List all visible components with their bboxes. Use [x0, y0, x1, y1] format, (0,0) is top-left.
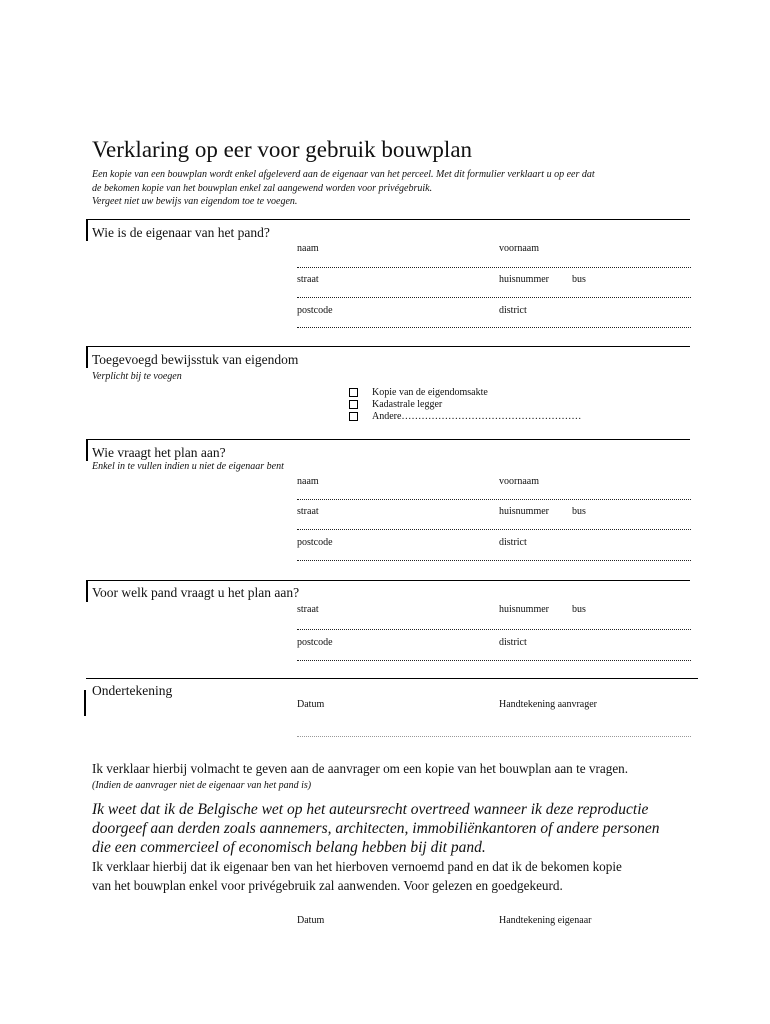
intro-line-2: de bekomen kopie van het bouwplan enkel zal aangewend worden voor privégebruik. — [92, 182, 433, 194]
signature-date-label: Datum — [297, 699, 325, 710]
checkbox-icon[interactable] — [349, 412, 358, 421]
section-marker — [86, 439, 88, 461]
requester-naam-label: naam — [297, 476, 319, 487]
owner-straat-label: straat — [297, 274, 319, 285]
section-divider — [86, 439, 690, 440]
checkbox-icon[interactable] — [349, 400, 358, 409]
requester-bus-label: bus — [572, 506, 586, 517]
signature-field[interactable] — [297, 736, 691, 737]
property-bus-label: bus — [572, 604, 586, 615]
copyright-notice — [92, 800, 712, 857]
checkbox-icon[interactable] — [349, 388, 358, 397]
proof-option-deed[interactable] — [349, 387, 488, 398]
section-marker — [86, 346, 88, 368]
section-marker — [86, 580, 88, 602]
owner-postcode-field[interactable] — [297, 327, 691, 328]
copyright-line-3: die een commercieel of economisch belang hebben bij dit pand. — [92, 839, 486, 856]
owner-bus-label: bus — [572, 274, 586, 285]
proof-option-cadastre[interactable] — [349, 399, 442, 410]
page-title: Verklaring op eer voor gebruik bouwplan — [92, 137, 473, 162]
owner-name-field[interactable] — [297, 267, 691, 268]
section-divider — [86, 678, 698, 679]
property-postcode-label: postcode — [297, 637, 333, 648]
requester-straat-label: straat — [297, 506, 319, 517]
requester-section-subtitle: Enkel in te vullen indien u niet de eigenaar bent — [92, 461, 284, 472]
declaration-text — [92, 857, 712, 895]
property-district-label: district — [499, 637, 527, 648]
intro-line-1: Een kopie van een bouwplan wordt enkel afgeleverd aan de eigenaar van het perceel. Met dit formulier verklaart u op eer dat — [92, 169, 595, 180]
section-marker — [86, 219, 88, 241]
mandate-text: Ik verklaar hierbij volmacht te geven aan de aanvrager om een kopie van het bouwplan aan te vragen. — [92, 761, 629, 776]
signature-requester-label: Handtekening aanvrager — [499, 699, 598, 710]
requester-district-label: district — [499, 537, 527, 548]
declaration-line-2: van het bouwplan enkel voor privégebruik zal aanwenden. Voor gelezen en goedgekeurd. — [92, 878, 563, 893]
signature-section-title: Ondertekening — [92, 683, 173, 698]
section-divider — [86, 219, 690, 220]
proof-section-subtitle: Verplicht bij te voegen — [92, 371, 182, 382]
owner-district-label: district — [499, 305, 527, 316]
intro-line-3: Vergeet niet uw bewijs van eigendom toe te voegen. — [92, 196, 298, 207]
section-marker — [84, 690, 86, 716]
owner-postcode-label: postcode — [297, 305, 333, 316]
section-divider — [86, 580, 690, 581]
proof-option-label: Kadastrale legger — [372, 399, 443, 410]
owner-voornaam-label: voornaam — [499, 243, 539, 254]
owner-street-field[interactable] — [297, 297, 691, 298]
property-huisnummer-label: huisnummer — [499, 604, 549, 615]
intro-text — [92, 168, 692, 209]
proof-section-title: Toegevoegd bewijsstuk van eigendom — [92, 352, 299, 367]
owner-naam-label: naam — [297, 243, 319, 254]
copyright-line-2: doorgeef aan derden zoals aannemers, architecten, immobiliënkantoren of andere personen — [92, 820, 660, 837]
section-divider — [86, 346, 690, 347]
owner-section-title: Wie is de eigenaar van het pand? — [92, 225, 270, 240]
requester-postcode-field[interactable] — [297, 560, 691, 561]
declaration-line-1: Ik verklaar hierbij dat ik eigenaar ben van het hierboven vernoemd pand en dat ik de bekomen kopie — [92, 859, 622, 874]
requester-street-field[interactable] — [297, 529, 691, 530]
proof-option-other[interactable] — [349, 411, 581, 422]
property-straat-label: straat — [297, 604, 319, 615]
proof-option-label: Kopie van de eigendomsakte — [372, 387, 488, 398]
requester-postcode-label: postcode — [297, 537, 333, 548]
requester-section-title: Wie vraagt het plan aan? — [92, 445, 226, 460]
requester-huisnummer-label: huisnummer — [499, 506, 549, 517]
requester-voornaam-label: voornaam — [499, 476, 539, 487]
mandate-note: (Indien de aanvrager niet de eigenaar van het pand is) — [92, 780, 312, 791]
property-section-title: Voor welk pand vraagt u het plan aan? — [92, 585, 300, 600]
owner-huisnummer-label: huisnummer — [499, 274, 549, 285]
property-street-field[interactable] — [297, 629, 691, 630]
owner-date-label: Datum — [297, 915, 325, 926]
proof-option-label: Andere……………………………………………… — [372, 411, 582, 422]
property-postcode-field[interactable] — [297, 660, 691, 661]
requester-name-field[interactable] — [297, 499, 691, 500]
copyright-line-1: Ik weet dat ik de Belgische wet op het auteursrecht overtreed wanneer ik deze reproductie — [92, 801, 649, 818]
owner-signature-label: Handtekening eigenaar — [499, 915, 592, 926]
